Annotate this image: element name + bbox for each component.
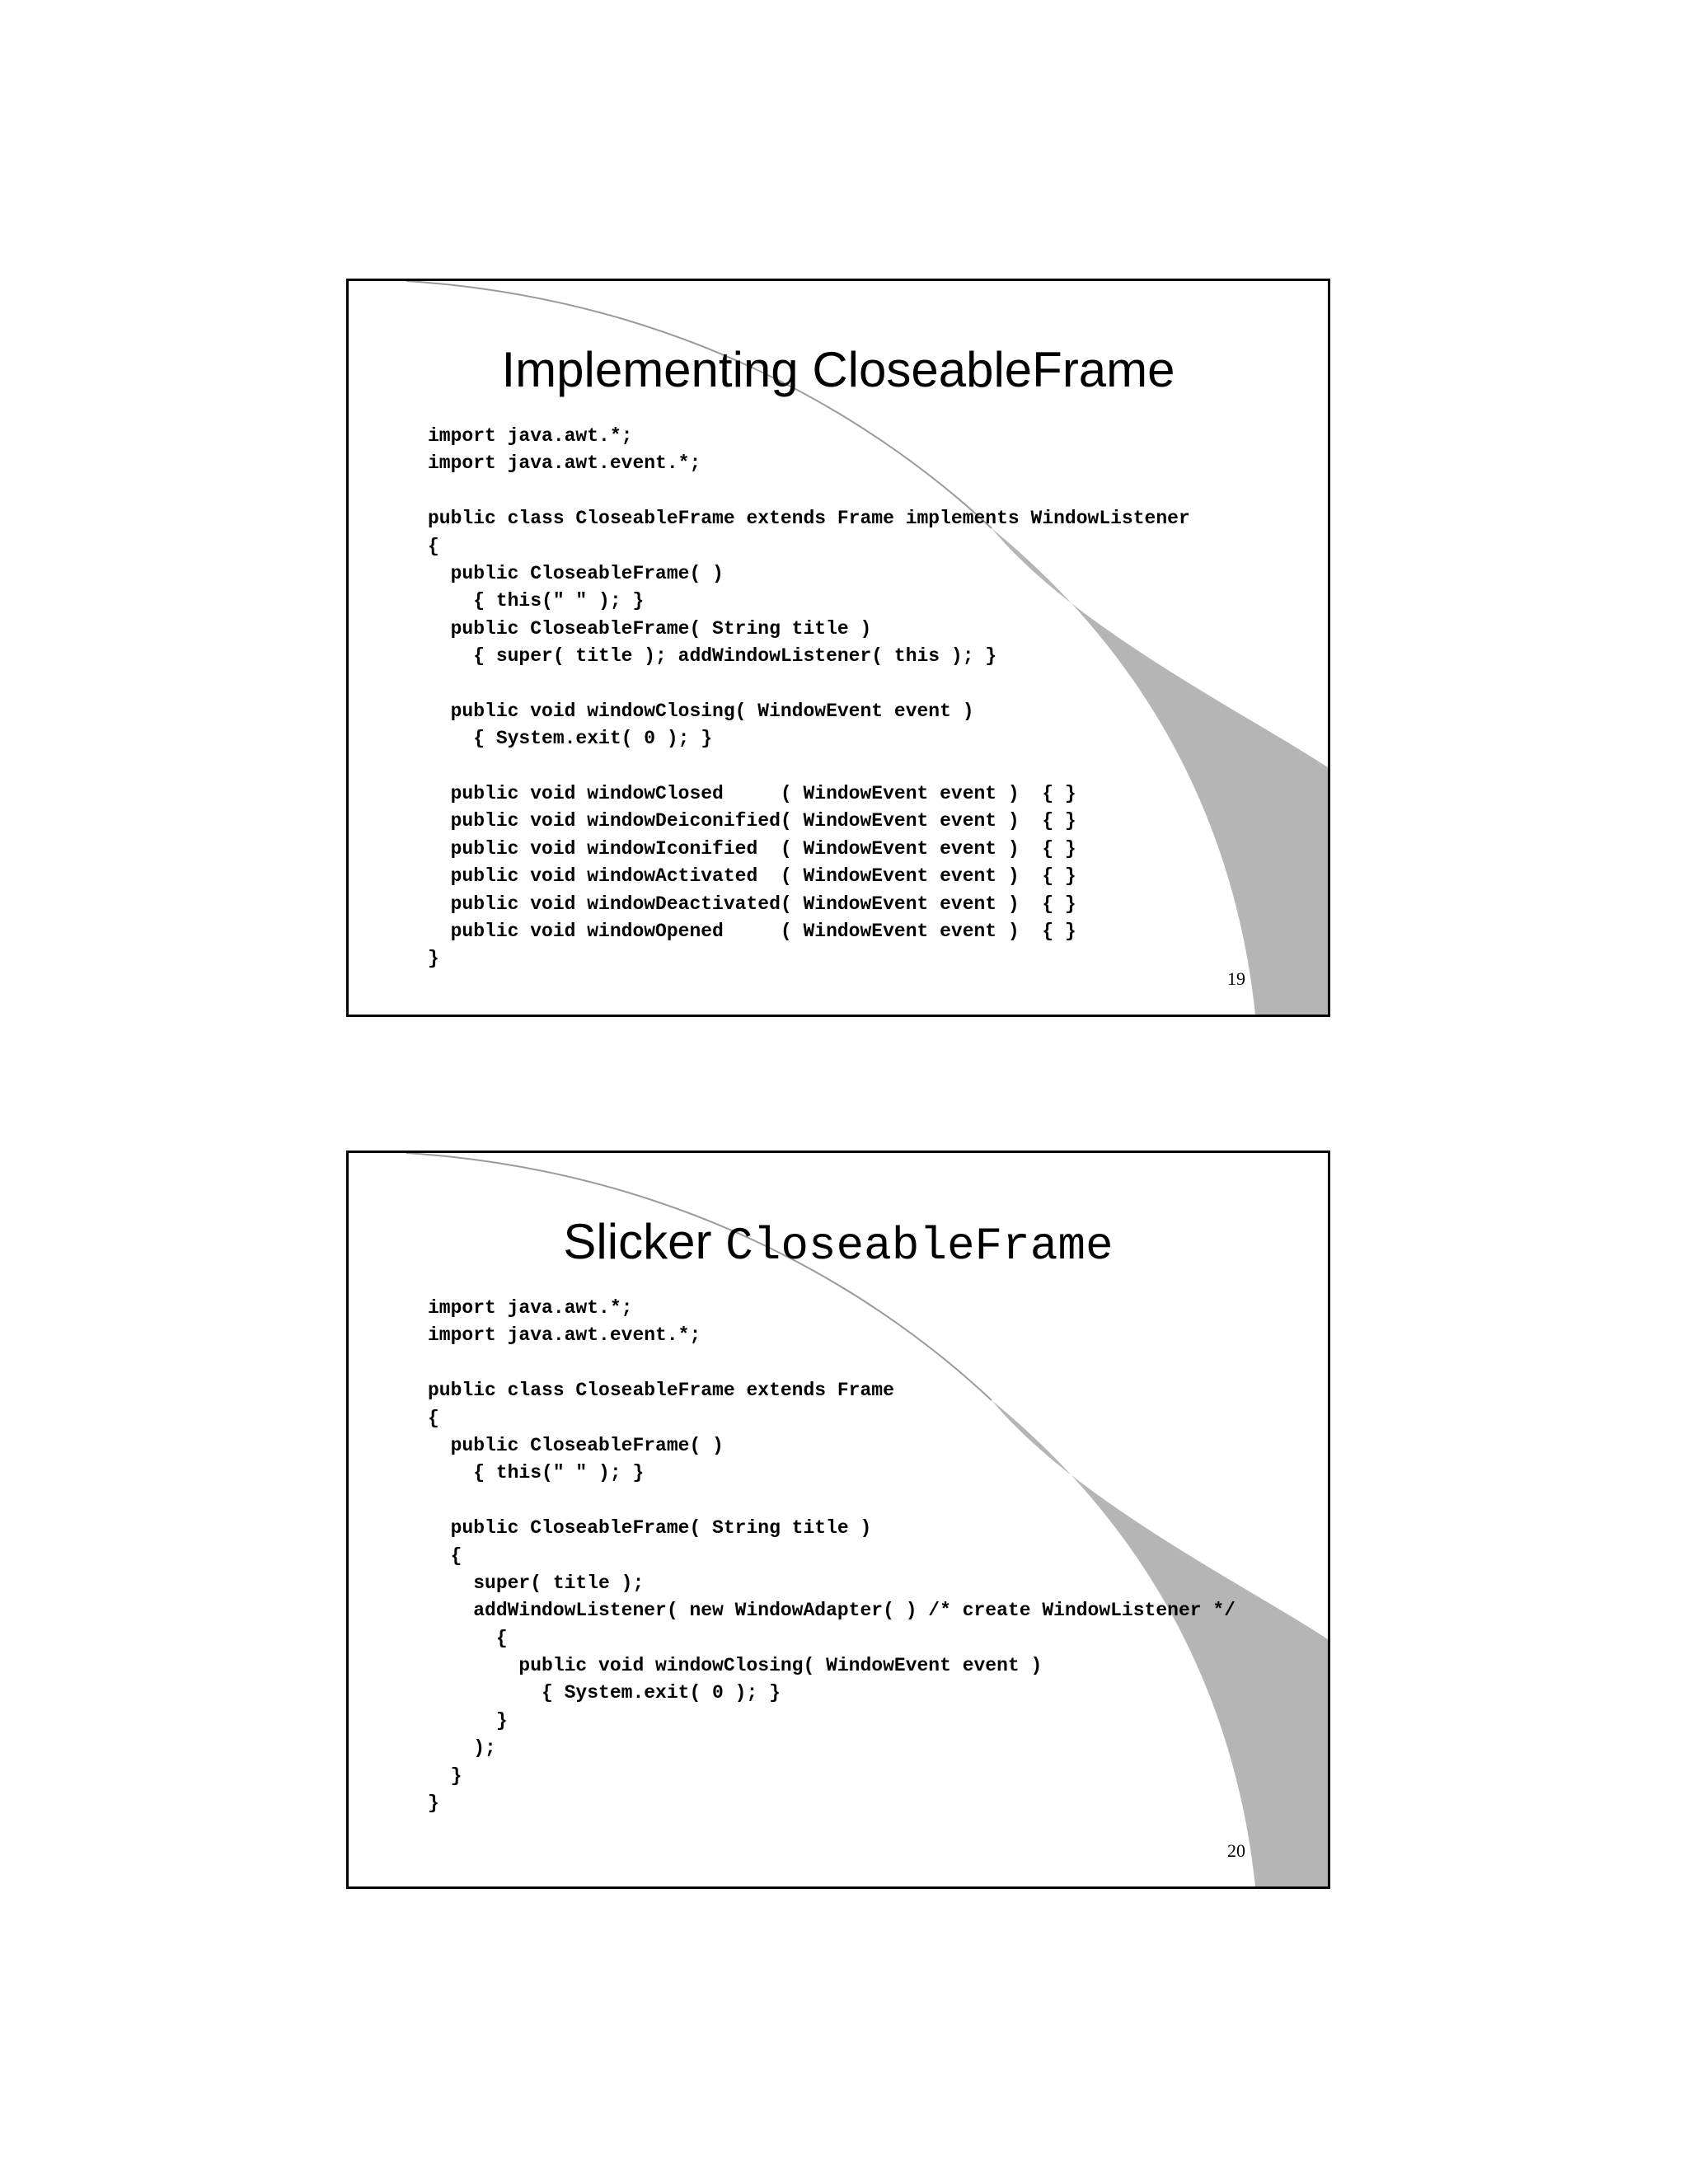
code-line: super( title ); [428,1572,645,1594]
slide-number: 20 [1227,1840,1245,1861]
code-line [428,671,1190,698]
code-line [428,1350,1236,1377]
code-line: public CloseableFrame( ) [428,562,724,584]
code-line: { [428,535,439,557]
code-line: { [428,1407,439,1429]
code-line: { this(" " ); } [428,1462,645,1484]
slide-19 [346,279,1330,1017]
code-line: { this(" " ); } [428,590,645,612]
slide-title-text: Slicker [563,1214,726,1269]
code-line: import java.awt.*; [428,1297,633,1319]
code-line: public CloseableFrame( String title ) [428,1517,872,1540]
code-line: public void windowOpened ( WindowEvent event ) { } [428,921,1076,943]
code-line: } [428,1709,508,1732]
code-line: } [428,1793,439,1815]
code-line: { super( title ); addWindowListener( this ); } [428,645,997,668]
slide-title [349,340,1328,404]
code-line: public void windowClosed ( WindowEvent event ) { } [428,783,1076,805]
code-line: { System.exit( 0 ); } [428,728,713,750]
code-line: public void windowDeiconified( WindowEvent event ) { } [428,810,1076,832]
code-line: public class CloseableFrame extends Frame implements WindowListener [428,508,1190,530]
code-line: ); [428,1737,496,1760]
code-line: { [428,1544,462,1567]
code-line: public void windowActivated ( WindowEvent event ) { } [428,865,1076,888]
code-line: public class CloseableFrame extends Frame [428,1380,894,1402]
code-line [428,1488,1236,1515]
code-line: { System.exit( 0 ); } [428,1682,781,1704]
slide-20 [346,1151,1330,1889]
code-line: public void windowClosing( WindowEvent event ) [428,1655,1043,1677]
code-line: import java.awt.*; [428,425,633,447]
code-line: { [428,1627,508,1649]
code-line: public void windowClosing( WindowEvent event ) [428,700,974,722]
slide-number: 19 [1227,968,1245,989]
code-listing [428,1295,1236,1817]
code-line: public void windowDeactivated( WindowEvent event ) { } [428,893,1076,915]
code-line [428,478,1190,505]
slide-title-text: Implementing CloseableFrame [501,342,1175,397]
code-line: import java.awt.event.*; [428,1324,701,1347]
code-line [428,753,1190,780]
code-line: public void windowIconified ( WindowEvent event ) { } [428,837,1076,860]
code-line: } [428,1765,462,1787]
slide-title-mono: CloseableFrame [725,1220,1114,1272]
code-listing [428,423,1190,973]
code-line: import java.awt.event.*; [428,452,701,475]
code-line: public CloseableFrame( ) [428,1434,724,1456]
code-line: } [428,948,439,970]
code-line: public CloseableFrame( String title ) [428,617,872,640]
slide-title [349,1212,1328,1276]
code-line: addWindowListener( new WindowAdapter( ) /* create WindowListener */ [428,1600,1236,1622]
